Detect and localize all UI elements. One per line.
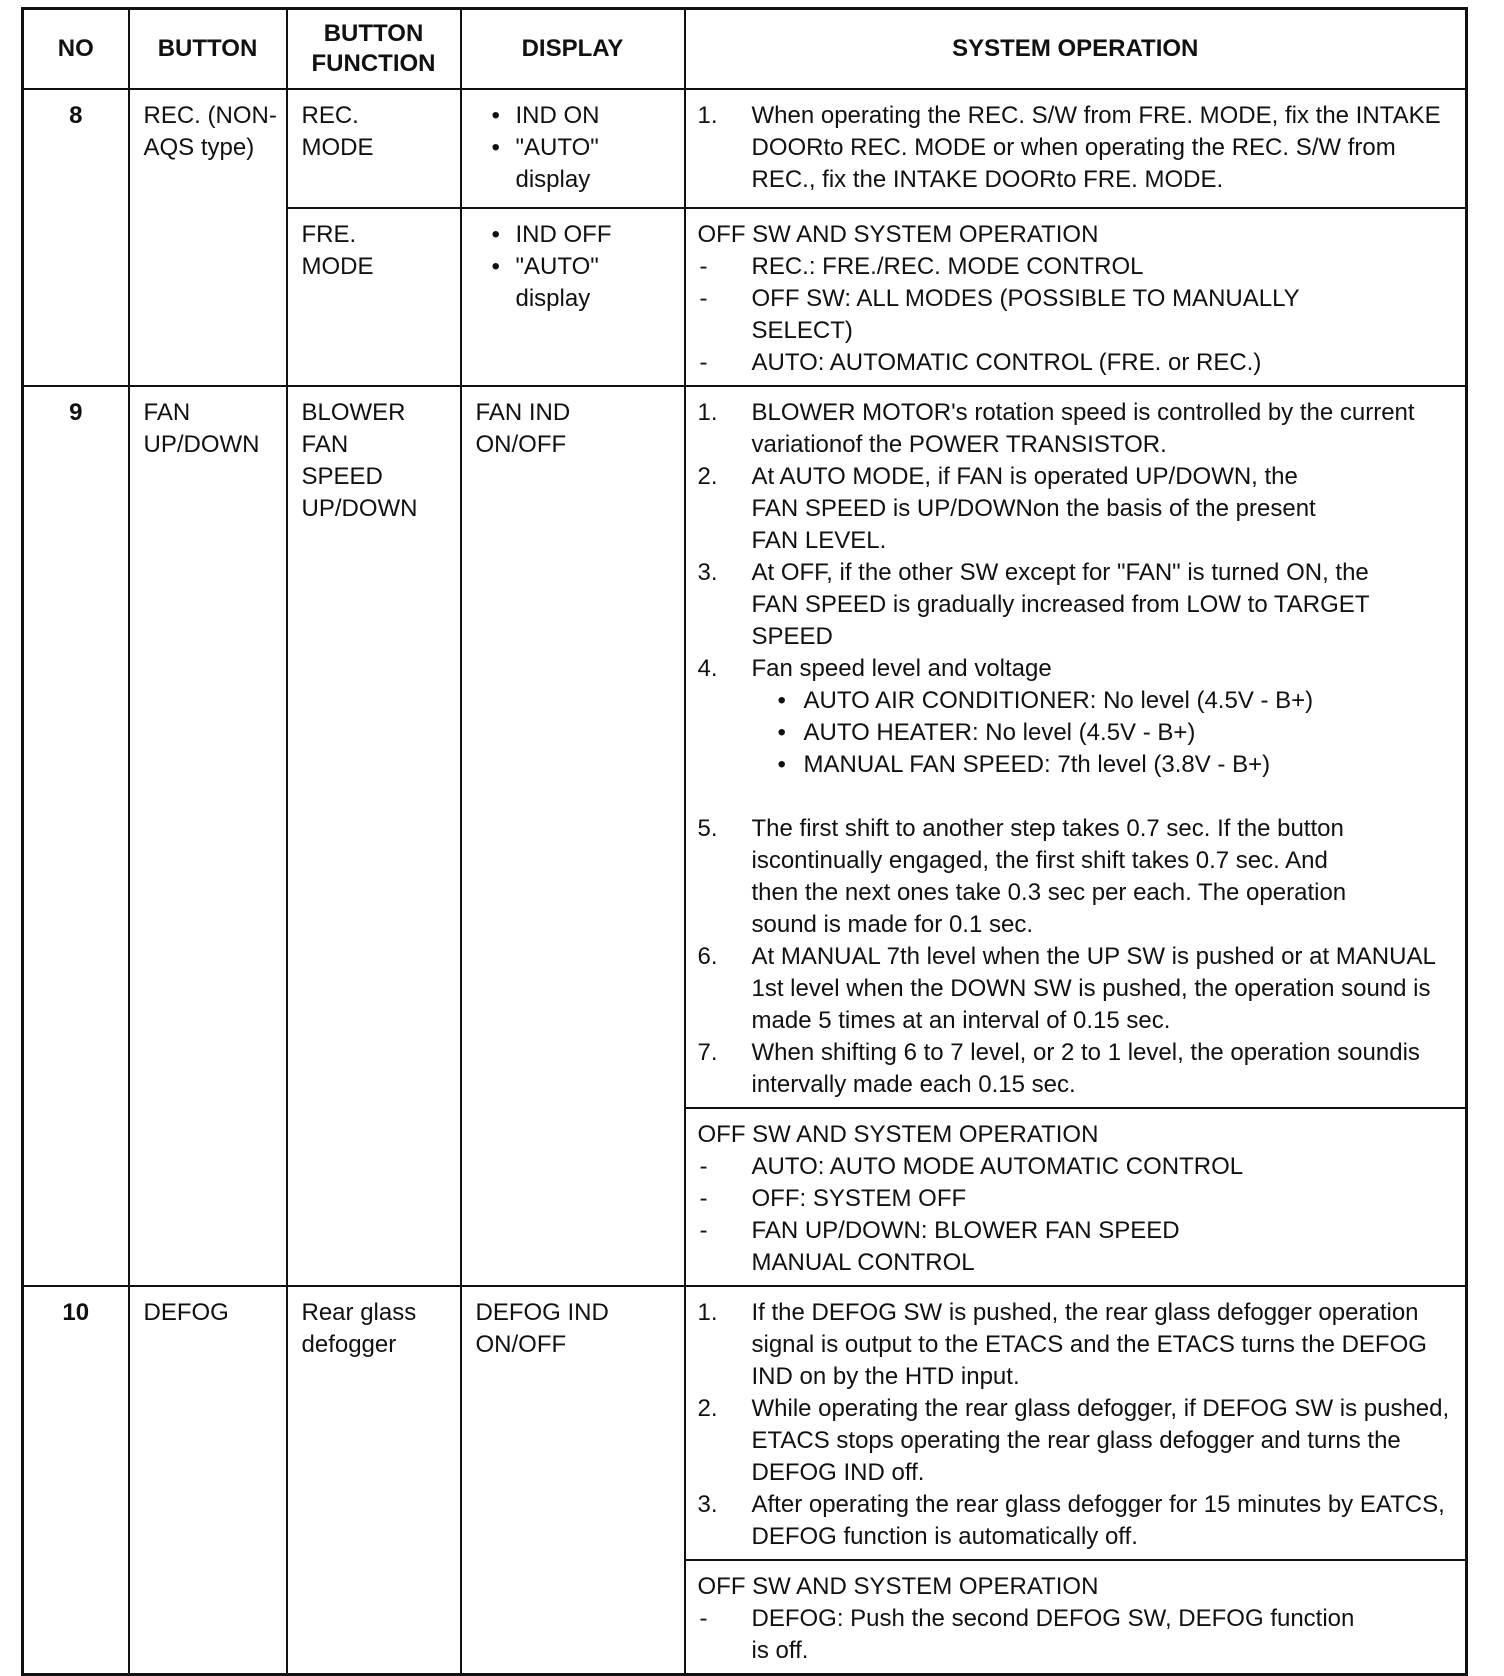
- row-9-op-1-num: 1.: [697, 399, 718, 426]
- table-row-9a: [23, 386, 1467, 1108]
- row-8-op-1: [698, 100, 1454, 196]
- row-8-off-title: OFF SW AND SYSTEM OPERATION: [697, 221, 1099, 248]
- row-8-off-3: - AUTO: AUTOMATIC CONTROL (FRE. or REC.): [698, 347, 1454, 379]
- row-8-fre-display-auto: • "AUTO": [516, 251, 678, 283]
- row-9-op-7-text: When shifting 6 to 7 level, or 2 to 1 level, the operation soundis intervally made each 0.15 sec.: [751, 1039, 1420, 1098]
- button-function-table: [21, 7, 1468, 1676]
- row-8-fre-operation: [685, 208, 1467, 386]
- row-8-op-1-num: 1.: [697, 102, 718, 129]
- row-9-no: 9: [23, 386, 129, 1286]
- row-9-op-1: [698, 397, 1454, 461]
- row-10-op-2-num: 2.: [697, 1395, 718, 1422]
- table-row-8a: [23, 89, 1467, 208]
- row-9-op-4-sub-2: • AUTO HEATER: No level (4.5V - B+): [804, 717, 1454, 749]
- row-9-op-1-text: BLOWER MOTOR's rotation speed is controlled by the current variationof the POWER TRANSISTOR.: [751, 399, 1415, 458]
- row-9-op-6: [698, 941, 1454, 1037]
- row-10-op-3: [698, 1489, 1454, 1553]
- header-button-function: [287, 9, 461, 90]
- row-10-op-1: [698, 1297, 1454, 1393]
- row-8-fre-function-text: FRE. MODE: [301, 221, 374, 280]
- row-8-rec-operation: [685, 89, 1467, 208]
- row-10-no: 10: [23, 1286, 129, 1675]
- row-9-op-6-text: At MANUAL 7th level when the UP SW is pushed or at MANUAL 1st level when the DOWN SW is pushed, the operation sound is made 5 times at an interval of 0.15 sec.: [751, 943, 1435, 1034]
- row-9-spacer: [698, 781, 1454, 813]
- row-10-display-text: DEFOG IND ON/OFF: [475, 1299, 609, 1358]
- row-8-off-1: - REC.: FRE./REC. MODE CONTROL: [698, 251, 1454, 283]
- row-9-off-title: OFF SW AND SYSTEM OPERATION: [697, 1121, 1099, 1148]
- row-9-display-text: FAN IND ON/OFF: [475, 399, 571, 458]
- row-9-op-5-num: 5.: [697, 815, 718, 842]
- row-10-op-3-num: 3.: [697, 1491, 718, 1518]
- row-8-rec-display-ind: • IND ON: [516, 100, 678, 132]
- row-8-off-2: - OFF SW: ALL MODES (POSSIBLE TO MANUALLY SELECT): [698, 283, 1454, 347]
- row-8-button: REC. (NON-AQS type): [129, 89, 287, 386]
- row-9-op-2-text: At AUTO MODE, if FAN is operated UP/DOWN, the FAN SPEED is UP/DOWNon the basis of the present FAN LEVEL.: [751, 463, 1316, 554]
- row-9-op-4-text: Fan speed level and voltage: [751, 655, 1052, 682]
- row-8-fre-display-ind: • IND OFF: [516, 219, 678, 251]
- header-row: [23, 9, 1467, 90]
- row-9-op-5-text: The first shift to another step takes 0.7 sec. If the button iscontinually engaged, the first shift takes 0.7 sec. And then the next ones take 0.3 sec per each. The operation sound is made for 0.1 sec.: [751, 815, 1347, 938]
- row-10-op-3-text: After operating the rear glass defogger for 15 minutes by EATCS, DEFOG function is automatically off.: [751, 1491, 1445, 1550]
- row-9-op-6-num: 6.: [697, 943, 718, 970]
- row-9-op-3: [698, 557, 1454, 653]
- row-8-rec-function: [287, 89, 461, 208]
- row-9-function: [287, 386, 461, 1286]
- row-10-op-1-num: 1.: [697, 1299, 718, 1326]
- header-no: NO: [23, 9, 129, 90]
- row-9-op-3-text: At OFF, if the other SW except for "FAN" is turned ON, the FAN SPEED is gradually increased from LOW to TARGET SPEED: [751, 559, 1370, 650]
- row-8-rec-display-display: display: [515, 166, 591, 193]
- row-9-op-2: [698, 461, 1454, 557]
- row-9-button-text: FAN UP/DOWN: [143, 399, 260, 458]
- row-10-op-2: [698, 1393, 1454, 1489]
- row-8-rec-function-text: REC. MODE: [301, 102, 374, 161]
- row-9-op-4: [698, 653, 1454, 781]
- row-9-op-4-sub-3: • MANUAL FAN SPEED: 7th level (3.8V - B+): [804, 749, 1454, 781]
- row-9-op-4-num: 4.: [697, 655, 718, 682]
- row-8-op-1-text: When operating the REC. S/W from FRE. MODE, fix the INTAKE DOORto REC. MODE or when operating the REC. S/W from REC., fix the INTAKE DOORto FRE. MODE.: [751, 102, 1441, 193]
- header-display: DISPLAY: [461, 9, 685, 90]
- row-8-fre-display: [461, 208, 685, 386]
- row-9-display: [461, 386, 685, 1286]
- row-10-button: DEFOG: [129, 1286, 287, 1675]
- row-9-off-1: - AUTO: AUTO MODE AUTOMATIC CONTROL: [698, 1151, 1454, 1183]
- row-9-off-2: - OFF: SYSTEM OFF: [698, 1183, 1454, 1215]
- row-8-rec-display-auto: • "AUTO": [516, 132, 678, 164]
- row-8-rec-display: [461, 89, 685, 208]
- row-9-function-text: BLOWER FAN SPEED UP/DOWN: [301, 399, 418, 522]
- row-8-fre-function: [287, 208, 461, 386]
- header-button-function-label: BUTTON FUNCTION: [311, 20, 436, 77]
- header-system-operation: SYSTEM OPERATION: [685, 9, 1467, 90]
- row-9-button: [129, 386, 287, 1286]
- table-row-10a: [23, 1286, 1467, 1560]
- row-10-off-title: OFF SW AND SYSTEM OPERATION: [697, 1573, 1099, 1600]
- row-9-op-7-num: 7.: [697, 1039, 718, 1066]
- row-10-off-1: - DEFOG: Push the second DEFOG SW, DEFOG function is off.: [698, 1603, 1454, 1667]
- header-button: BUTTON: [129, 9, 287, 90]
- row-9-off-operation: [685, 1108, 1467, 1286]
- row-10-off-operation: [685, 1560, 1467, 1675]
- row-9-op-2-num: 2.: [697, 463, 718, 490]
- row-9-op-3-num: 3.: [697, 559, 718, 586]
- row-10-function: [287, 1286, 461, 1675]
- row-9-op-4-sub-1: • AUTO AIR CONDITIONER: No level (4.5V - B+): [804, 685, 1454, 717]
- row-9-op-7: [698, 1037, 1454, 1101]
- row-9-operation: [685, 386, 1467, 1108]
- row-10-function-text: Rear glass defogger: [301, 1299, 417, 1358]
- row-9-off-3: - FAN UP/DOWN: BLOWER FAN SPEED MANUAL CONTROL: [698, 1215, 1454, 1279]
- row-10-operation: [685, 1286, 1467, 1560]
- row-8-fre-display-display: display: [515, 285, 591, 312]
- row-9-op-5: [698, 813, 1454, 941]
- row-10-op-2-text: While operating the rear glass defogger, if DEFOG SW is pushed, ETACS stops operating the rear glass defogger and turns the DEFOG IND off.: [751, 1395, 1450, 1486]
- row-10-op-1-text: If the DEFOG SW is pushed, the rear glass defogger operation signal is output to the ETACS and the ETACS turns the DEFOG IND on by the HTD input.: [751, 1299, 1427, 1390]
- row-10-display: [461, 1286, 685, 1675]
- row-8-no: 8: [23, 89, 129, 386]
